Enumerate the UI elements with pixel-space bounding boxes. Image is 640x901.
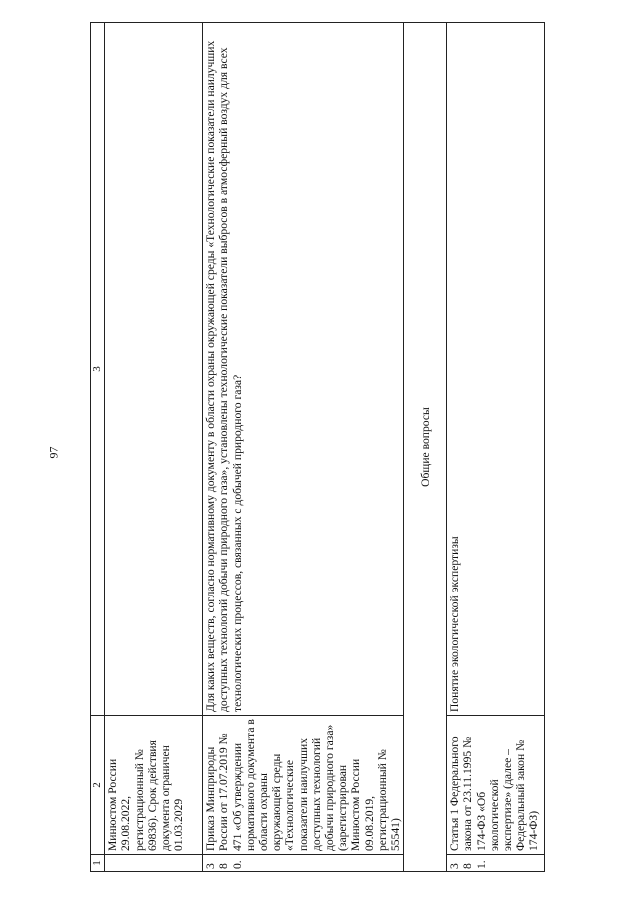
row-question: Для каких веществ, согласно нормативному документу в области охраны окружающей среды «Технологические показатели наилучших доступных технологий добычи природного газа», установлены технологические показатели выбросов в атмосферный воздух для всех технологических процессов, связанных с добычей природного газа? [203,23,404,716]
row-source: Минюстом России 29.08.2022, регистрационный № 69836). Срок действия документа ограничен 01.03.2029 [105,716,203,855]
rotated-table-container [90,22,570,872]
row-question: Понятие экологической экспертизы [447,23,545,716]
table-row [105,23,203,872]
section-row [404,23,447,872]
header-col-1: 1 [91,855,105,872]
table-row [447,23,545,872]
header-col-2: 2 [91,716,105,855]
section-title: Общие вопросы [404,23,447,872]
row-source: Статья 1 Федерального закона от 23.11.1995 № 174-ФЗ «Об экологической экспертизе» (далее – Федеральный закон № 174-ФЗ) [447,716,545,855]
row-number: 381. [447,855,545,872]
row-source: Приказ Минприроды России от 17.07.2019 № 471 «Об утверждении нормативного документа в области охраны окружающей среды «Технологические показатели наилучших доступных технологий добычи природного газа» (зарегистрирован Минюстом России 09.08.2019, регистрационный № 55541) [203,716,404,855]
row-number [105,855,203,872]
page-number: 97 [46,446,61,459]
header-col-3: 3 [91,23,105,716]
table-header-row [91,23,105,872]
questions-table [90,22,545,872]
row-number: 380. [203,855,404,872]
table-row [203,23,404,872]
row-question [105,23,203,716]
